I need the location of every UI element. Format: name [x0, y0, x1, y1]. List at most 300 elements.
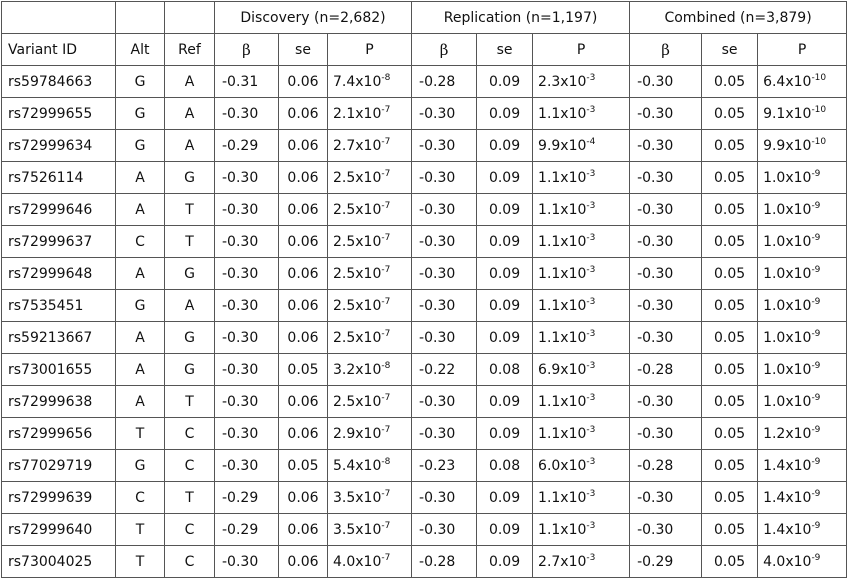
- replication-beta-cell: -0.30: [412, 98, 477, 130]
- replication-se-cell: 0.08: [477, 450, 533, 482]
- p-value-exponent: -8: [381, 456, 391, 467]
- p-value-exponent: -3: [586, 232, 596, 243]
- p-value-mantissa: 1.0x10: [763, 201, 812, 218]
- ref-allele-cell: A: [165, 290, 215, 322]
- p-value-mantissa: 2.5x10: [333, 393, 382, 410]
- discovery-p-cell: [328, 514, 412, 546]
- replication-p-cell: [533, 418, 630, 450]
- p-value-exponent: -3: [586, 424, 596, 435]
- p-value-exponent: -7: [381, 488, 391, 499]
- combined-p-cell: [758, 482, 847, 514]
- discovery-p-cell: [328, 98, 412, 130]
- ref-allele-cell: T: [165, 482, 215, 514]
- column-header-row: [2, 34, 847, 66]
- combined-se-cell: 0.05: [702, 130, 758, 162]
- p-value-exponent: -7: [381, 520, 391, 531]
- combined-p-cell: [758, 130, 847, 162]
- variant-id-cell: rs7526114: [2, 162, 116, 194]
- p-value-mantissa: 6.0x10: [538, 457, 587, 474]
- p-value-exponent: -10: [811, 136, 827, 147]
- p-value-mantissa: 2.1x10: [333, 105, 382, 122]
- p-value-exponent: -3: [586, 392, 596, 403]
- ref-allele-cell: G: [165, 162, 215, 194]
- column-header-discovery-se: se: [279, 34, 328, 66]
- column-header-discovery-p: P: [328, 34, 412, 66]
- ref-allele-cell: G: [165, 258, 215, 290]
- discovery-p-cell: [328, 322, 412, 354]
- variant-id-cell: rs72999656: [2, 418, 116, 450]
- alt-allele-cell: C: [116, 226, 165, 258]
- p-value-mantissa: 1.1x10: [538, 393, 587, 410]
- column-header-combined-p: P: [758, 34, 847, 66]
- p-value-mantissa: 1.0x10: [763, 297, 812, 314]
- variant-id-cell: rs72999648: [2, 258, 116, 290]
- replication-p-cell: [533, 258, 630, 290]
- p-value-exponent: -3: [586, 520, 596, 531]
- column-header-alt: Alt: [116, 34, 165, 66]
- p-value-exponent: -3: [586, 104, 596, 115]
- p-value-mantissa: 1.1x10: [538, 329, 587, 346]
- variant-id-cell: rs72999646: [2, 194, 116, 226]
- replication-p-cell: [533, 482, 630, 514]
- discovery-beta-cell: -0.30: [215, 194, 279, 226]
- discovery-se-cell: 0.06: [279, 130, 328, 162]
- alt-allele-cell: G: [116, 450, 165, 482]
- replication-beta-cell: -0.30: [412, 194, 477, 226]
- replication-p-cell: [533, 354, 630, 386]
- p-value-exponent: -8: [381, 360, 391, 371]
- p-value-mantissa: 1.1x10: [538, 489, 587, 506]
- combined-beta-cell: -0.30: [630, 386, 702, 418]
- combined-se-cell: 0.05: [702, 514, 758, 546]
- alt-allele-cell: T: [116, 418, 165, 450]
- p-value-mantissa: 2.5x10: [333, 265, 382, 282]
- p-value-mantissa: 2.5x10: [333, 169, 382, 186]
- p-value-mantissa: 3.5x10: [333, 489, 382, 506]
- table-row: [2, 514, 847, 546]
- variant-id-cell: rs73004025: [2, 546, 116, 578]
- p-value-mantissa: 1.1x10: [538, 297, 587, 314]
- combined-beta-cell: -0.29: [630, 546, 702, 578]
- discovery-beta-cell: -0.30: [215, 354, 279, 386]
- combined-p-cell: [758, 450, 847, 482]
- p-value-mantissa: 1.4x10: [763, 457, 812, 474]
- table-row: [2, 226, 847, 258]
- p-value-mantissa: 1.1x10: [538, 425, 587, 442]
- discovery-se-cell: 0.05: [279, 450, 328, 482]
- replication-beta-cell: -0.30: [412, 258, 477, 290]
- p-value-mantissa: 1.1x10: [538, 169, 587, 186]
- replication-se-cell: 0.08: [477, 354, 533, 386]
- p-value-mantissa: 4.0x10: [333, 553, 382, 570]
- replication-se-cell: 0.09: [477, 66, 533, 98]
- p-value-exponent: -7: [381, 200, 391, 211]
- discovery-p-cell: [328, 290, 412, 322]
- variant-id-cell: rs73001655: [2, 354, 116, 386]
- p-value-mantissa: 2.9x10: [333, 425, 382, 442]
- replication-se-cell: 0.09: [477, 194, 533, 226]
- combined-beta-cell: -0.30: [630, 130, 702, 162]
- combined-se-cell: 0.05: [702, 162, 758, 194]
- ref-allele-cell: T: [165, 194, 215, 226]
- variant-id-cell: rs72999639: [2, 482, 116, 514]
- p-value-exponent: -3: [586, 200, 596, 211]
- alt-allele-cell: A: [116, 194, 165, 226]
- table-row: [2, 258, 847, 290]
- column-header-replication-se: se: [477, 34, 533, 66]
- p-value-exponent: -9: [811, 488, 821, 499]
- p-value-mantissa: 1.0x10: [763, 329, 812, 346]
- discovery-se-cell: 0.05: [279, 354, 328, 386]
- p-value-exponent: -4: [586, 136, 596, 147]
- p-value-exponent: -9: [811, 424, 821, 435]
- table-row: [2, 66, 847, 98]
- p-value-exponent: -9: [811, 328, 821, 339]
- combined-se-cell: 0.05: [702, 290, 758, 322]
- discovery-se-cell: 0.06: [279, 258, 328, 290]
- alt-allele-cell: A: [116, 258, 165, 290]
- discovery-beta-cell: -0.29: [215, 514, 279, 546]
- table-row: [2, 418, 847, 450]
- discovery-se-cell: 0.06: [279, 162, 328, 194]
- discovery-se-cell: 0.06: [279, 290, 328, 322]
- p-value-mantissa: 1.0x10: [763, 233, 812, 250]
- discovery-p-cell: [328, 194, 412, 226]
- variant-id-cell: rs72999638: [2, 386, 116, 418]
- column-header-variant-id: Variant ID: [2, 34, 116, 66]
- discovery-beta-cell: -0.31: [215, 66, 279, 98]
- column-header-discovery-beta: β: [215, 34, 279, 66]
- replication-p-cell: [533, 226, 630, 258]
- discovery-p-cell: [328, 162, 412, 194]
- empty-header-cell: [116, 2, 165, 34]
- ref-allele-cell: G: [165, 354, 215, 386]
- table-body: [2, 66, 847, 578]
- table-row: [2, 98, 847, 130]
- replication-beta-cell: -0.28: [412, 546, 477, 578]
- p-value-mantissa: 2.3x10: [538, 73, 587, 90]
- p-value-mantissa: 7.4x10: [333, 73, 382, 90]
- p-value-exponent: -9: [811, 456, 821, 467]
- combined-p-cell: [758, 226, 847, 258]
- replication-beta-cell: -0.30: [412, 514, 477, 546]
- variant-id-cell: rs72999634: [2, 130, 116, 162]
- combined-se-cell: 0.05: [702, 258, 758, 290]
- discovery-p-cell: [328, 258, 412, 290]
- combined-se-cell: 0.05: [702, 482, 758, 514]
- table-row: [2, 482, 847, 514]
- replication-beta-cell: -0.30: [412, 418, 477, 450]
- discovery-p-cell: [328, 354, 412, 386]
- replication-p-cell: [533, 546, 630, 578]
- discovery-se-cell: 0.06: [279, 546, 328, 578]
- combined-se-cell: 0.05: [702, 66, 758, 98]
- empty-header-cell: [2, 2, 116, 34]
- p-value-exponent: -9: [811, 296, 821, 307]
- replication-se-cell: 0.09: [477, 322, 533, 354]
- p-value-mantissa: 9.1x10: [763, 105, 812, 122]
- p-value-mantissa: 1.1x10: [538, 105, 587, 122]
- alt-allele-cell: G: [116, 130, 165, 162]
- discovery-beta-cell: -0.29: [215, 130, 279, 162]
- p-value-mantissa: 1.1x10: [538, 233, 587, 250]
- p-value-mantissa: 2.7x10: [538, 553, 587, 570]
- p-value-exponent: -9: [811, 392, 821, 403]
- replication-p-cell: [533, 514, 630, 546]
- p-value-exponent: -9: [811, 360, 821, 371]
- p-value-mantissa: 2.5x10: [333, 329, 382, 346]
- combined-p-cell: [758, 194, 847, 226]
- combined-p-cell: [758, 290, 847, 322]
- p-value-exponent: -3: [586, 72, 596, 83]
- replication-p-cell: [533, 66, 630, 98]
- replication-p-cell: [533, 450, 630, 482]
- ref-allele-cell: C: [165, 450, 215, 482]
- alt-allele-cell: A: [116, 162, 165, 194]
- p-value-exponent: -10: [811, 72, 827, 83]
- column-header-combined-se: se: [702, 34, 758, 66]
- p-value-exponent: -9: [811, 264, 821, 275]
- replication-p-cell: [533, 162, 630, 194]
- p-value-exponent: -3: [586, 296, 596, 307]
- replication-beta-cell: -0.30: [412, 130, 477, 162]
- p-value-mantissa: 1.0x10: [763, 169, 812, 186]
- replication-p-cell: [533, 130, 630, 162]
- combined-se-cell: 0.05: [702, 98, 758, 130]
- discovery-p-cell: [328, 482, 412, 514]
- combined-p-cell: [758, 386, 847, 418]
- replication-se-cell: 0.09: [477, 290, 533, 322]
- replication-se-cell: 0.09: [477, 418, 533, 450]
- alt-allele-cell: G: [116, 290, 165, 322]
- discovery-se-cell: 0.06: [279, 98, 328, 130]
- combined-p-cell: [758, 322, 847, 354]
- combined-beta-cell: -0.30: [630, 226, 702, 258]
- ref-allele-cell: C: [165, 514, 215, 546]
- empty-header-cell: [165, 2, 215, 34]
- discovery-beta-cell: -0.30: [215, 162, 279, 194]
- replication-beta-cell: -0.22: [412, 354, 477, 386]
- discovery-p-cell: [328, 418, 412, 450]
- alt-allele-cell: G: [116, 98, 165, 130]
- replication-beta-cell: -0.23: [412, 450, 477, 482]
- table-row: [2, 450, 847, 482]
- alt-allele-cell: T: [116, 514, 165, 546]
- p-value-mantissa: 5.4x10: [333, 457, 382, 474]
- combined-se-cell: 0.05: [702, 226, 758, 258]
- p-value-exponent: -7: [381, 232, 391, 243]
- combined-se-cell: 0.05: [702, 386, 758, 418]
- p-value-exponent: -8: [381, 72, 391, 83]
- discovery-beta-cell: -0.30: [215, 450, 279, 482]
- combined-beta-cell: -0.30: [630, 258, 702, 290]
- p-value-mantissa: 2.7x10: [333, 137, 382, 154]
- combined-p-cell: [758, 66, 847, 98]
- ref-allele-cell: C: [165, 546, 215, 578]
- replication-beta-cell: -0.30: [412, 162, 477, 194]
- table-row: [2, 162, 847, 194]
- p-value-exponent: -9: [811, 168, 821, 179]
- replication-se-cell: 0.09: [477, 130, 533, 162]
- replication-beta-cell: -0.30: [412, 386, 477, 418]
- p-value-exponent: -3: [586, 168, 596, 179]
- combined-beta-cell: -0.30: [630, 290, 702, 322]
- table-row: [2, 290, 847, 322]
- table-row: [2, 130, 847, 162]
- ref-allele-cell: A: [165, 66, 215, 98]
- combined-p-cell: [758, 418, 847, 450]
- alt-allele-cell: G: [116, 66, 165, 98]
- p-value-exponent: -3: [586, 456, 596, 467]
- p-value-mantissa: 2.5x10: [333, 297, 382, 314]
- discovery-p-cell: [328, 386, 412, 418]
- p-value-exponent: -9: [811, 232, 821, 243]
- combined-beta-cell: -0.30: [630, 514, 702, 546]
- combined-se-cell: 0.05: [702, 194, 758, 226]
- table-row: [2, 194, 847, 226]
- combined-beta-cell: -0.30: [630, 482, 702, 514]
- discovery-se-cell: 0.06: [279, 386, 328, 418]
- p-value-exponent: -3: [586, 264, 596, 275]
- variant-id-cell: rs72999640: [2, 514, 116, 546]
- column-header-ref: Ref: [165, 34, 215, 66]
- replication-se-cell: 0.09: [477, 386, 533, 418]
- replication-se-cell: 0.09: [477, 258, 533, 290]
- combined-beta-cell: -0.30: [630, 162, 702, 194]
- combined-se-cell: 0.05: [702, 418, 758, 450]
- p-value-mantissa: 3.2x10: [333, 361, 382, 378]
- p-value-mantissa: 9.9x10: [763, 137, 812, 154]
- replication-p-cell: [533, 322, 630, 354]
- group-header-discovery: Discovery (n=2,682): [215, 2, 412, 34]
- results-table: [1, 1, 847, 578]
- replication-p-cell: [533, 386, 630, 418]
- p-value-exponent: -7: [381, 424, 391, 435]
- combined-beta-cell: -0.30: [630, 194, 702, 226]
- replication-se-cell: 0.09: [477, 98, 533, 130]
- p-value-exponent: -7: [381, 168, 391, 179]
- combined-p-cell: [758, 162, 847, 194]
- replication-p-cell: [533, 290, 630, 322]
- replication-p-cell: [533, 194, 630, 226]
- combined-beta-cell: -0.30: [630, 98, 702, 130]
- alt-allele-cell: A: [116, 322, 165, 354]
- combined-p-cell: [758, 258, 847, 290]
- combined-se-cell: 0.05: [702, 546, 758, 578]
- p-value-mantissa: 1.4x10: [763, 521, 812, 538]
- replication-beta-cell: -0.30: [412, 226, 477, 258]
- p-value-exponent: -3: [586, 488, 596, 499]
- variant-id-cell: rs59784663: [2, 66, 116, 98]
- column-header-replication-p: P: [533, 34, 630, 66]
- replication-se-cell: 0.09: [477, 162, 533, 194]
- combined-se-cell: 0.05: [702, 354, 758, 386]
- replication-se-cell: 0.09: [477, 514, 533, 546]
- p-value-mantissa: 1.1x10: [538, 521, 587, 538]
- p-value-exponent: -3: [586, 328, 596, 339]
- discovery-se-cell: 0.06: [279, 194, 328, 226]
- discovery-beta-cell: -0.30: [215, 418, 279, 450]
- ref-allele-cell: A: [165, 98, 215, 130]
- p-value-mantissa: 1.4x10: [763, 489, 812, 506]
- discovery-beta-cell: -0.30: [215, 98, 279, 130]
- replication-se-cell: 0.09: [477, 546, 533, 578]
- combined-p-cell: [758, 546, 847, 578]
- discovery-p-cell: [328, 450, 412, 482]
- discovery-p-cell: [328, 66, 412, 98]
- p-value-exponent: -7: [381, 104, 391, 115]
- alt-allele-cell: T: [116, 546, 165, 578]
- discovery-beta-cell: -0.30: [215, 290, 279, 322]
- combined-p-cell: [758, 354, 847, 386]
- replication-beta-cell: -0.30: [412, 322, 477, 354]
- combined-beta-cell: -0.30: [630, 322, 702, 354]
- ref-allele-cell: T: [165, 386, 215, 418]
- combined-beta-cell: -0.28: [630, 354, 702, 386]
- ref-allele-cell: C: [165, 418, 215, 450]
- p-value-mantissa: 1.0x10: [763, 393, 812, 410]
- p-value-exponent: -7: [381, 136, 391, 147]
- alt-allele-cell: A: [116, 354, 165, 386]
- combined-se-cell: 0.05: [702, 450, 758, 482]
- combined-beta-cell: -0.30: [630, 418, 702, 450]
- combined-se-cell: 0.05: [702, 322, 758, 354]
- replication-beta-cell: -0.30: [412, 482, 477, 514]
- ref-allele-cell: T: [165, 226, 215, 258]
- p-value-exponent: -7: [381, 392, 391, 403]
- p-value-exponent: -7: [381, 328, 391, 339]
- p-value-mantissa: 1.1x10: [538, 265, 587, 282]
- discovery-se-cell: 0.06: [279, 226, 328, 258]
- table-row: [2, 322, 847, 354]
- replication-se-cell: 0.09: [477, 482, 533, 514]
- variant-id-cell: rs72999655: [2, 98, 116, 130]
- p-value-mantissa: 9.9x10: [538, 137, 587, 154]
- table-row: [2, 354, 847, 386]
- replication-se-cell: 0.09: [477, 226, 533, 258]
- p-value-exponent: -7: [381, 264, 391, 275]
- combined-beta-cell: -0.30: [630, 66, 702, 98]
- discovery-beta-cell: -0.30: [215, 546, 279, 578]
- discovery-beta-cell: -0.30: [215, 322, 279, 354]
- alt-allele-cell: C: [116, 482, 165, 514]
- discovery-se-cell: 0.06: [279, 482, 328, 514]
- discovery-p-cell: [328, 546, 412, 578]
- p-value-exponent: -9: [811, 200, 821, 211]
- p-value-mantissa: 2.5x10: [333, 201, 382, 218]
- group-header-combined: Combined (n=3,879): [630, 2, 847, 34]
- variant-id-cell: rs59213667: [2, 322, 116, 354]
- p-value-exponent: -3: [586, 552, 596, 563]
- discovery-beta-cell: -0.30: [215, 226, 279, 258]
- replication-beta-cell: -0.30: [412, 290, 477, 322]
- p-value-exponent: -3: [586, 360, 596, 371]
- combined-p-cell: [758, 98, 847, 130]
- p-value-exponent: -7: [381, 552, 391, 563]
- variant-id-cell: rs77029719: [2, 450, 116, 482]
- p-value-mantissa: 1.2x10: [763, 425, 812, 442]
- discovery-se-cell: 0.06: [279, 66, 328, 98]
- p-value-exponent: -9: [811, 552, 821, 563]
- discovery-p-cell: [328, 130, 412, 162]
- discovery-se-cell: 0.06: [279, 514, 328, 546]
- discovery-beta-cell: -0.29: [215, 482, 279, 514]
- variant-id-cell: rs72999637: [2, 226, 116, 258]
- table-row: [2, 546, 847, 578]
- column-header-replication-beta: β: [412, 34, 477, 66]
- p-value-mantissa: 1.0x10: [763, 361, 812, 378]
- discovery-beta-cell: -0.30: [215, 258, 279, 290]
